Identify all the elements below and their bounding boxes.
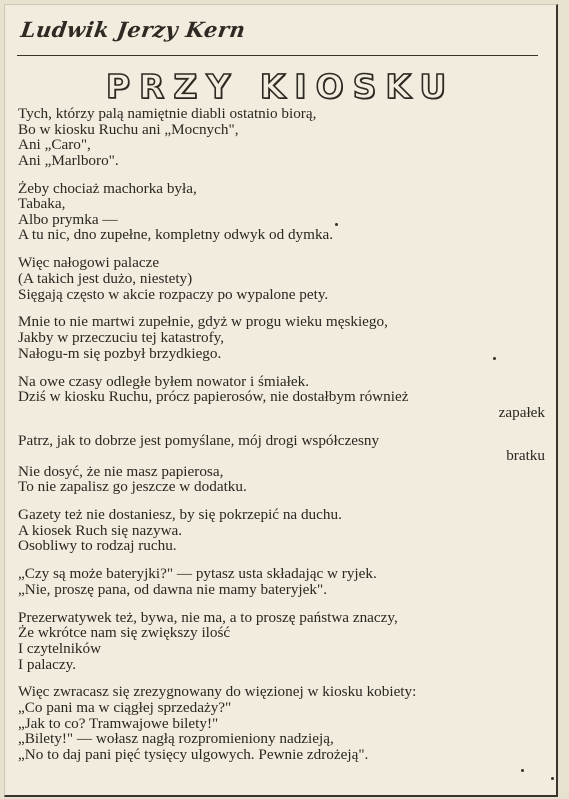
print-speck: [551, 777, 554, 780]
poem-line: Ani „Caro",: [18, 136, 91, 154]
poem-line: Albo prymka —: [18, 210, 118, 228]
poem-title: PRZY KIOSKU: [105, 67, 456, 106]
poem-stanza: [18, 433, 545, 495]
poem-line: „Nie, proszę pana, od dawna nie mamy bateryjek".: [18, 580, 327, 598]
poem-line: I palaczy.: [18, 655, 77, 673]
poem-line: Żeby chociaż machorka była,: [18, 179, 197, 197]
poem-stanza: [18, 684, 545, 762]
poem-line: Nie dosyć, że nie masz papierosa,: [18, 462, 224, 480]
newspaper-clipping: [4, 4, 558, 797]
poem-line: Prezerwatywek też, bywa, nie ma, a to proszę państwa znaczy,: [18, 608, 398, 626]
poem-line: Więc zwracasz się zrezygnowany do więzionej w kiosku kobiety:: [18, 683, 417, 701]
poem-line: (A takich jest dużo, niestety): [18, 269, 193, 287]
poem-stanza: [18, 566, 545, 597]
poem-stanza: [18, 314, 545, 361]
poem-stanza: [18, 255, 545, 302]
poem-line: Bo w kiosku Ruchu ani „Mocnych",: [18, 120, 239, 138]
poem-stanza: [18, 181, 545, 243]
poem-line: A tu nic, dno zupełne, kompletny odwyk od dymka.: [18, 226, 334, 244]
poem-stanza: [18, 106, 545, 168]
poem-line: „Bilety!" — wołasz nagłą rozpromieniony nadzieją,: [18, 730, 334, 748]
poem-line: Tych, którzy palą namiętnie diabli ostatnio biorą,: [18, 105, 317, 122]
poem-line: Dziś w kiosku Ruchu, prócz papierosów, nie dostałbym również: [18, 388, 409, 406]
poem-line: Jakby w przeczuciu tej katastrofy,: [18, 329, 225, 347]
poem-line: „Co pani ma w ciągłej sprzedaży?": [18, 699, 232, 717]
poem-stanza: [18, 610, 545, 672]
poem-line: To nie zapalisz go jeszcze w dodatku.: [18, 478, 247, 496]
poem-line: I czytelników: [18, 640, 102, 657]
poem-line: „Jak to co? Tramwajowe bilety!": [18, 714, 219, 732]
poem-line: „Czy są może bateryjki?" — pytasz usta składając w ryjek.: [18, 565, 377, 583]
poem-line: zapałek: [498, 403, 545, 421]
poem-line: Ani „Marlboro".: [18, 151, 119, 169]
poem-line: Osobliwy to rodzaj ruchu.: [18, 537, 177, 555]
poem-line: Nałogu-m się pozbył brzydkiego.: [18, 344, 222, 362]
poem-line: Na owe czasy odległe byłem nowator i śmiałek.: [18, 372, 310, 390]
poem-body: [18, 106, 545, 775]
poem-line: Że wkrótce nam się zwiększy ilość: [18, 624, 231, 642]
author-name: Ludwik Jerzy Kern: [19, 17, 248, 42]
poem-stanza: [18, 374, 545, 421]
print-speck: [335, 223, 338, 226]
poem-line: Więc nałogowi palacze: [18, 254, 160, 272]
poem-line: Gazety też nie dostaniesz, by się pokrzepić na duchu.: [18, 506, 342, 524]
poem-line: Patrz, jak to dobrze jest pomyślane, mój drogi współczesny: [18, 431, 380, 449]
poem-line: bratku: [506, 447, 545, 465]
poem-line: Tabaka,: [18, 195, 66, 213]
poem-line: „No to daj pani pięć tysięcy ulgowych. Pewnie zdrożeją".: [18, 745, 369, 763]
print-speck: [521, 769, 524, 772]
poem-stanza: [18, 507, 545, 554]
poem-line: Mnie to nie martwi zupełnie, gdyż w progu wieku męskiego,: [18, 313, 388, 331]
header-rule: [17, 55, 538, 56]
print-speck: [493, 357, 496, 360]
poem-line: A kiosek Ruch się nazywa.: [18, 521, 183, 539]
poem-line: Sięgają często w akcie rozpaczy po wypalone pety.: [18, 285, 329, 303]
